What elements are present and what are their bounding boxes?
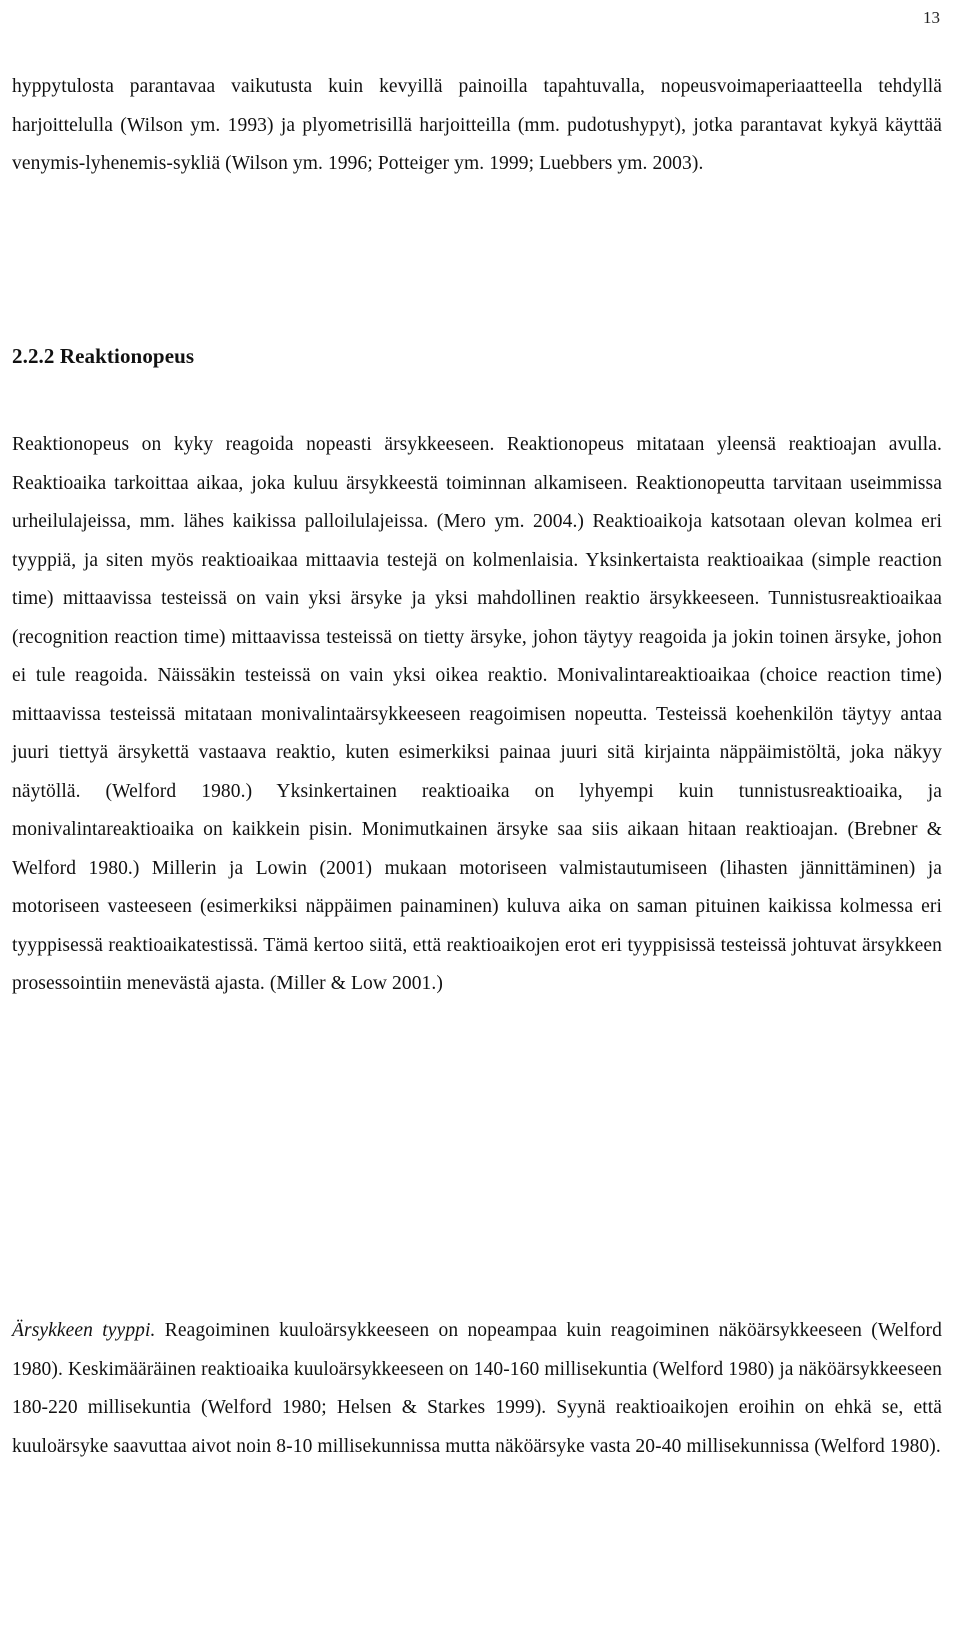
paragraph-stimulus-type (12, 1312, 942, 1466)
paragraph-lead-italic: Ärsykkeen tyyppi. (12, 1320, 156, 1341)
paragraph-body: Reagoiminen kuuloärsykkeeseen on nopeampaa kuin reagoiminen näköärsykkeeseen (Welford 1980). Keskimääräinen reaktioaika kuuloärsykkeeseen on 140-160 millisekuntia (Welford 1980) ja näköärsykkeeseen 180-220 millisekuntia (Welford 1980; Helsen & Starkes 1999). Syynä reaktioaikojen eroihin on ehkä se, että kuuloärsyke saavuttaa aivot noin 8-10 millisekunnissa mutta näköärsyke vasta 20-40 millisekunnissa (Welford 1980). (12, 1320, 942, 1457)
paragraph-intro: hyppytulosta parantavaa vaikutusta kuin kevyillä painoilla tapahtuvalla, nopeusvoimaperiaatteella tehdyllä harjoittelulla (Wilson ym. 1993) ja plyometrisillä harjoitteilla (mm. pudotushypyt), jotka parantavat kykyä käyttää venymis-lyhenemis-sykliä (Wilson ym. 1996; Potteiger ym. 1999; Luebbers ym. 2003). (12, 76, 942, 174)
paragraph-reaction-speed: Reaktionopeus on kyky reagoida nopeasti ärsykkeeseen. Reaktionopeus mitataan yleensä reaktioajan avulla. Reaktioaika tarkoittaa aikaa, joka kuluu ärsykkeestä toiminnan alkamiseen. Reaktionopeutta tarvitaan useimmissa urheilulajeissa, mm. lähes kaikissa palloilulajeissa. (Mero ym. 2004.) Reaktioaikoja katsotaan olevan kolmea eri tyyppiä, ja siten myös reaktioaikaa mittaavia testejä on kolmenlaisia. Yksinkertaista reaktioaikaa (simple reaction time) mittaavissa testeissä on vain yksi ärsyke ja yksi mahdollinen reaktio ärsykkeeseen. Tunnistusreaktioaikaa (recognition reaction time) mittaavissa testeissä on tietty ärsyke, johon täytyy reagoida ja jokin toinen ärsyke, johon ei tule reagoida. Näissäkin testeissä on vain yksi oikea reaktio. Monivalintareaktioaikaa (choice reaction time) mittaavissa testeissä mitataan monivalintaärsykkeeseen reagoimisen nopeutta. Testeissä koehenkilön täytyy antaa juuri tiettyä ärsykettä vastaava reaktio, kuten esimerkiksi painaa juuri sitä kirjainta näppäimistöltä, joka näkyy näytöllä. (Welford 1980.) Yksinkertainen reaktioaika on lyhyempi kuin tunnistusreaktioaika, ja monivalintareaktioaika on kaikkein pisin. Monimutkainen ärsyke saa siis aikaan hitaan reaktioajan. (Brebner & Welford 1980.) Millerin ja Lowin (2001) mukaan motoriseen valmistautumiseen (lihasten jännittäminen) ja motoriseen vasteeseen (esimerkiksi näppäimen painaminen) kuluva aika on saman pituinen kaikissa kolmessa eri tyyppisessä reaktioaikatestissä. Tämä kertoo siitä, että reaktioaikojen erot eri tyyppisissä testeissä johtuvat ärsykkeen prosessointiin menevästä ajasta. (Miller & Low 2001.) (12, 434, 942, 994)
section-heading: 2.2.2 Reaktionopeus (12, 344, 195, 368)
page-number: 13 (923, 8, 940, 27)
